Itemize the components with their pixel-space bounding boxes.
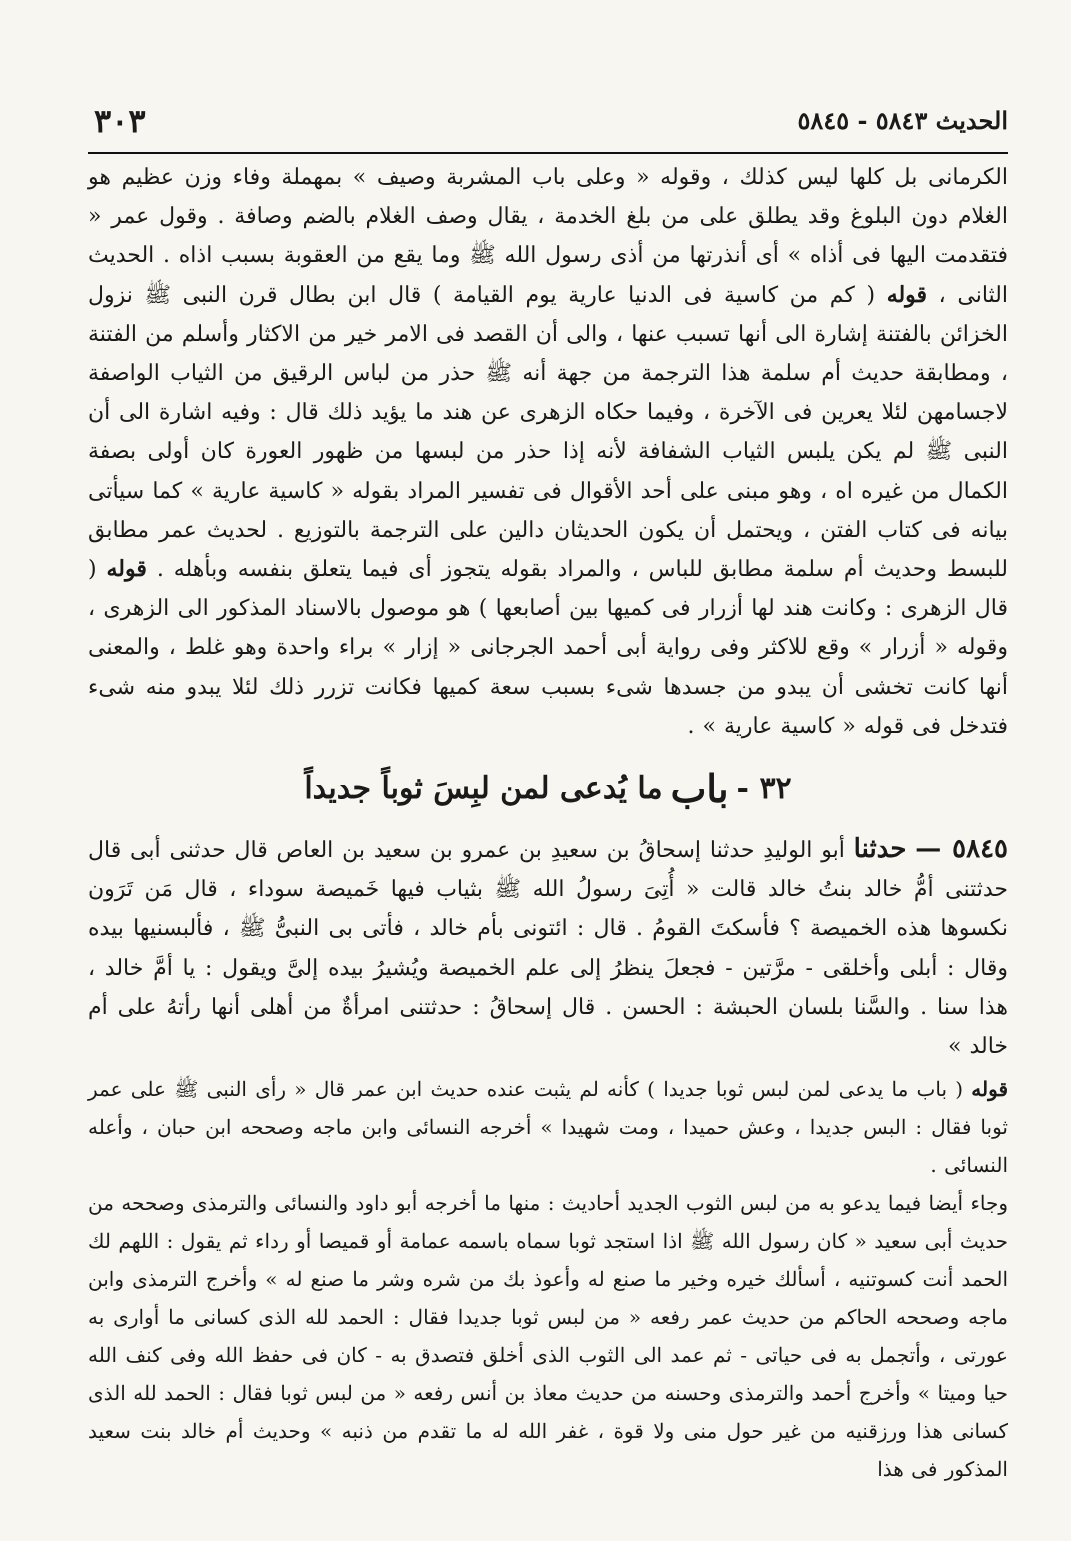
hadith-paragraph bbox=[88, 830, 1008, 1066]
chapter-bab-label: باب bbox=[670, 765, 729, 811]
commentary-text: وجاء أيضا فيما يدعو به من لبس الثوب الجديد أحاديث : منها ما أخرجه أبو داود والنسائى والترمذى وصححه من حديث أبى سعيد « كان رسول الله ﷺ اذا استجد ثوبا سماه باسمه عمامة أو قميصا أو رداء ثم يقول : اللهم لك الحمد أنت كسوتنيه ، أسألك خيره وخير ما صنع له وأعوذ بك من شره وشر ما صنع له » وأخرج الترمذى وابن ماجه وصححه الحاكم من حديث عمر رفعه « من لبس ثوبا جديدا فقال : الحمد لله الذى كسانى ما أوارى به عورتى ، وأتجمل به فى حياتى - ثم عمد الى الثوب الذى أخلق فتصدق به - كان فى حفظ الله وفى كنف الله حيا وميتا » وأخرج أحمد والترمذى وحسنه من حديث معاذ بن أنس رفعه « من لبس ثوبا فقال : الحمد لله الذى كسانى هذا ورزقنيه من غير حول منى ولا قوة ، غفر الله له ما تقدم من ذنبه » وحديث أم خالد بنت سعيد المذكور فى هذا bbox=[88, 1191, 1009, 1482]
qawluh-marker: قوله bbox=[971, 1077, 1009, 1102]
hadith-number: ٥٨٤٥ — bbox=[915, 834, 1009, 865]
qawluh-marker: قوله bbox=[106, 556, 147, 583]
hadith-block bbox=[88, 830, 1008, 1066]
commentary-paragraph bbox=[88, 158, 1008, 746]
haddathana-marker: حدثنا bbox=[853, 834, 907, 865]
page-header bbox=[88, 100, 1008, 154]
commentary-text: ( قال الزهرى : وكانت هند لها أزرار فى كميها بين أصابعها ) هو موصول بالاسناد المذكور الى الزهرى ، وقوله « أزرار » وقع للاكثر وفى رواية أبى أحمد الجرجانى « إزار » براء واحدة وهو غلط ، والمعنى أنها كانت تخشى أن يبدو من جسدها شىء بسبب سعة كميها فكانت تزرر ذلك لئلا يبدو منه شىء فتدخل فى قوله « كاسية عارية » . bbox=[88, 557, 1008, 739]
commentary-paragraph bbox=[88, 1184, 1008, 1488]
chapter-number: ٣٢ - bbox=[736, 770, 792, 806]
commentary-text: ( كم من كاسية فى الدنيا عارية يوم القيامة ) قال ابن بطال قرن النبى ﷺ نزول الخزائن بالفتنة إشارة الى أنها تسبب عنها ، والى أن القصد فى الامر خير من الاكثار وأسلم من الفتنة ، ومطابقة حديث أم سلمة هذا الترجمة من جهة أنه ﷺ حذر من لباس الرقيق من الثياب الواصفة لاجسامهن لئلا يعرين فى الآخرة ، وفيما حكاه الزهرى عن هند ما يؤيد ذلك قال : وفيه اشارة الى أن النبى ﷺ لم يكن يلبس الثياب الشفافة لأنه إذا حذر من لبسها من ظهور العورة كان أولى بصفة الكمال من غيره اه ، وهو مبنى على أحد الأقوال فى تفسير المراد بقوله « كاسية عارية » كما سيأتى بيانه فى كتاب الفتن ، ويحتمل أن يكون الحديثان دالين على الترجمة بالتوزيع . لحديث عمر مطابق للبسط وحديث أم سلمة مطابق للباس ، والمراد بقوله يتجوز أى فيما يتعلق بنفسه وبأهله . bbox=[88, 282, 1009, 583]
page-number: ٣٠٣ bbox=[94, 102, 146, 140]
commentary-paragraph bbox=[88, 1070, 1008, 1184]
bottom-commentary-block bbox=[88, 1070, 1008, 1488]
top-commentary-block bbox=[88, 158, 1008, 746]
hadith-text: أبو الوليدِ حدثنا إسحاقُ بن سعيدِ بن عمرو بن سعيد بن العاص قال حدثنى أبى قال حدثتنى أمُّ خالد بنتُ خالد قالت « أُتِىَ رسولُ الله ﷺ بثياب فيها خَميصة سوداء ، قال مَن تَرَون نكسوها هذه الخميصة ؟ فأسكتَ القومُ . قال : ائتونى بأم خالد ، فأتى بى النبىُّ ﷺ ، فألبسنيها بيده وقال : أبلى وأخلقى - مرَّتين - فجعلَ ينظرُ إلى علم الخميصة ويُشيرُ بيده إلىَّ ويقول : يا أمَّ خالد ، هذا سنا . والسَّنا بلسان الحبشة : الحسن . قال إسحاقُ : حدثتنى امرأةٌ من أهلى أنها رأتهُ على أم خالد » bbox=[88, 838, 1008, 1060]
hadith-range-heading: الحديث ٥٨٤٣ - ٥٨٤٥ bbox=[797, 106, 1008, 135]
commentary-text: الكرمانى بل كلها ليس كذلك ، وقوله « وعلى باب المشربة وصيف » بمهملة وفاء وزن عظيم هو الغلام دون البلوغ وقد يطلق على من بلغ الخدمة ، يقال وصف الغلام بالضم وصافة . وقول عمر « فتقدمت اليها فى أذاه » أى أنذرتها من أذى رسول الله ﷺ وما يقع من العقوبة بسبب اذاه . الحديث الثانى ، bbox=[88, 165, 1008, 308]
qawluh-marker: قوله bbox=[886, 281, 928, 308]
book-page bbox=[88, 100, 1008, 1488]
chapter-heading bbox=[88, 746, 1008, 830]
chapter-title: ما يُدعى لمن لبِسَ ثوباً جديداً bbox=[304, 770, 663, 806]
commentary-text: ( باب ما يدعى لمن لبس ثوبا جديدا ) كأنه لم يثبت عنده حديث ابن عمر قال « رأى النبى ﷺ على عمر ثوبا فقال : البس جديدا ، وعش حميدا ، ومت شهيدا » أخرجه النسائى وابن ماجه وصححه ابن حبان ، وأعله النسائى . bbox=[88, 1077, 1008, 1178]
